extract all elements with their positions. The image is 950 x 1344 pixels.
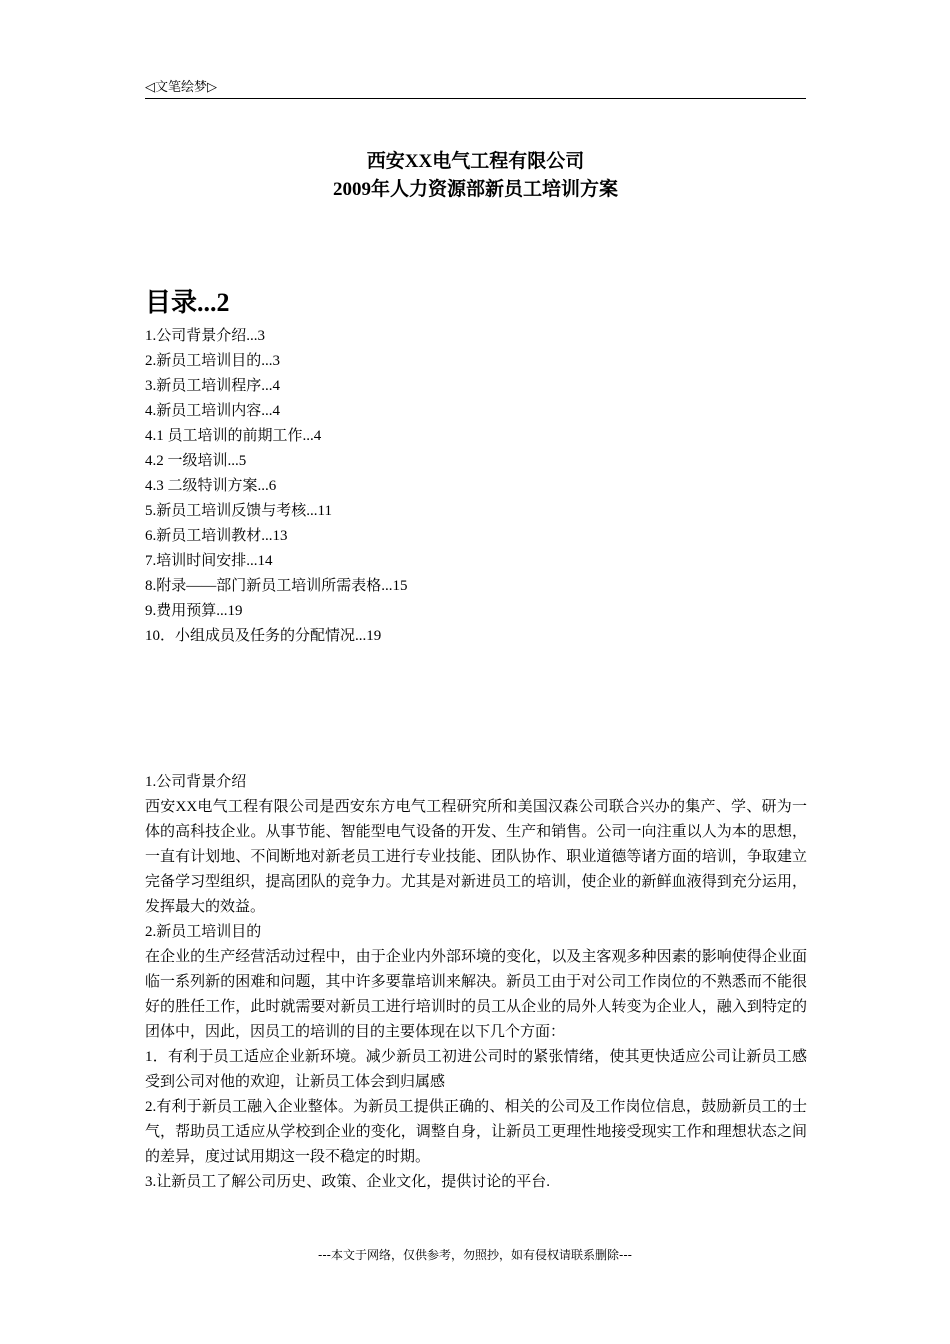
section-heading-purpose: 2.新员工培训目的 xyxy=(145,924,262,940)
toc-item: 7.培训时间安排...14 xyxy=(145,553,273,569)
page-header xyxy=(145,76,806,99)
toc-item: 4.1 员工培训的前期工作...4 xyxy=(145,428,322,444)
toc-item: 4.2 一级培训...5 xyxy=(145,453,247,469)
purpose-point-3: 3.让新员工了解公司历史、政策、企业文化，提供讨论的平台. xyxy=(145,1174,551,1190)
document-body xyxy=(145,770,807,1195)
toc-item: 10．小组成员及任务的分配情况...19 xyxy=(145,628,382,644)
section-text-purpose: 在企业的生产经营活动过程中，由于企业内外部环境的变化，以及主客观多种因素的影响使得企业面临一系列新的困难和问题，其中许多要靠培训来解决。新员工由于对公司工作岗位的不熟悉而不能很好的胜任工作，此时就需要对新员工进行培训时的员工从企业的局外人转变为企业人，融入到特定的团体中，因此，因员工的培训的目的主要体现在以下几个方面： xyxy=(145,949,807,1040)
toc-item: 6.新员工培训教材...13 xyxy=(145,528,288,544)
section-heading-background: 1.公司背景介绍 xyxy=(145,774,247,790)
toc-item: 2.新员工培训目的...3 xyxy=(145,353,281,369)
purpose-point-1: 1．有利于员工适应企业新环境。减少新员工初进公司时的紧张情绪，使其更快适应公司让新员工感受到公司对他的欢迎，让新员工体会到归属感 xyxy=(145,1049,807,1090)
toc-item: 1.公司背景介绍...3 xyxy=(145,328,266,344)
table-of-contents xyxy=(145,324,408,649)
toc-item: 9.费用预算...19 xyxy=(145,603,243,619)
toc-item: 4.3 二级特训方案...6 xyxy=(145,478,277,494)
toc-heading: 目录...2 xyxy=(145,288,230,317)
header-text: ◁文笔绘梦▷ xyxy=(145,80,217,95)
toc-item: 3.新员工培训程序...4 xyxy=(145,378,281,394)
toc-item: 5.新员工培训反馈与考核...11 xyxy=(145,503,332,519)
title-company: 西安XX电气工程有限公司 xyxy=(366,151,585,172)
section-text-background: 西安XX电气工程有限公司是西安东方电气工程研究所和美国汉森公司联合兴办的集产、学、研为一体的高科技企业。从事节能、智能型电气设备的开发、生产和销售。公司一向注重以人为本的思想，一直有计划地、不间断地对新老员工进行专业技能、团队协作、职业道德等诸方面的培训，争取建立完备学习型组织，提高团队的竞争力。尤其是对新进员工的培训，使企业的新鲜血液得到充分运用，发挥最大的效益。 xyxy=(145,799,807,915)
purpose-point-2: 2.有利于新员工融入企业整体。为新员工提供正确的、相关的公司及工作岗位信息，鼓励新员工的士气，帮助员工适应从学校到企业的变化，调整自身，让新员工更理性地接受现实工作和理想状态之间的差异，度过试用期这一段不稳定的时期。 xyxy=(145,1099,807,1165)
document-title xyxy=(145,148,806,204)
toc-item: 8.附录——部门新员工培训所需表格...15 xyxy=(145,578,408,594)
title-plan: 2009年人力资源部新员工培训方案 xyxy=(332,179,618,200)
page-footer: ---本文于网络，仅供参考，勿照抄，如有侵权请联系删除--- xyxy=(318,1248,632,1262)
toc-item: 4.新员工培训内容...4 xyxy=(145,403,281,419)
